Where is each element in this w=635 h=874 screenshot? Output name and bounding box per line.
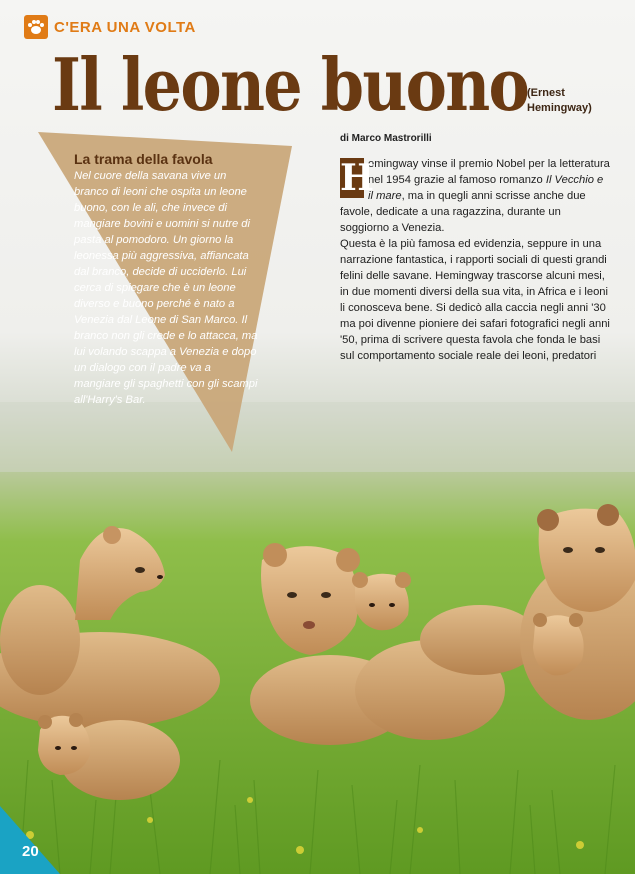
paw-icon — [24, 15, 48, 39]
title-author: (Ernest Hemingway) — [527, 87, 592, 114]
section-label: C'ERA UNA VOLTA — [54, 18, 196, 36]
dropcap: H — [340, 157, 375, 199]
byline: di Marco Mastrorilli — [340, 133, 432, 144]
article-body — [340, 156, 610, 364]
plot-text: Nel cuore della savana vive un branco di leoni che ospita un leone buono, con le ali, che invece di mangiare bovini e uomini si nutre di pasta al pomodoro. Un giorno la leonessa più aggressiva, affiancata dal branco, decide di ucciderlo. Lui cerca di spiegare che è un leone diverso e buono perché è nato a Venezia dal Leone di San Marco. Il branco non gli crede e lo attacca, ma lui volando scappa a Venezia e dopo un dialogo con il padre va a mangiare gli spaghetti con gli scampi all'Harry's Bar. — [74, 170, 258, 406]
paragraph-2: Questa è la più famosa ed evidenzia, seppure in una narrazione fantastica, i rapporti sociali di questi grandi felini delle savane. Hemingway trascorse alcuni mesi, in due momenti diversi della sua vita, in Africa e i leoni li conosceva bene. Si dedicò alla caccia negli anni '30 ma poi divenne pioniere dei safari fotografici negli anni '50, prima di scrivere questa favola che fonda le basi sul comportamento sociale reale dei leoni, predatori — [340, 238, 610, 362]
section-header — [24, 14, 196, 40]
page-number: 20 — [22, 843, 39, 860]
article-title: Il leone buono — [52, 42, 529, 127]
paragraph-1: emingway vinse il premio Nobel per la letteratura nel 1954 grazie al famoso romanzo Il Vecchio e il mare, ma in quegli anni scrisse anche due favole, dedicate a una ragazzina, durante un soggiorno a Venezia. — [340, 158, 610, 234]
plot-heading: La trama della favola — [74, 151, 213, 167]
